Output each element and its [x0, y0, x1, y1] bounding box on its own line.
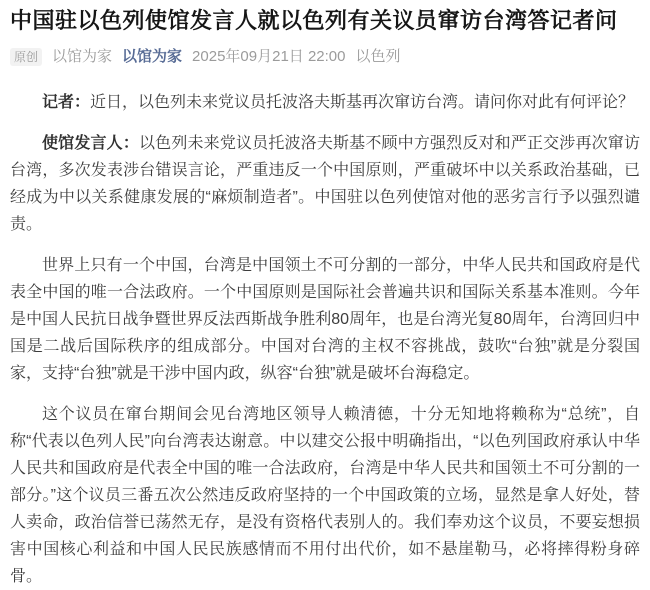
- article-meta: [10, 47, 640, 67]
- reporter-lead: 记者：: [42, 93, 91, 111]
- paragraph-condemnation: [10, 401, 640, 590]
- publish-location: 以色列: [355, 47, 401, 65]
- spokesperson-lead: 使馆发言人：: [42, 134, 139, 152]
- author-name: 以馆为家: [52, 47, 113, 65]
- condemnation-text: 这个议员在窜台期间会见台湾地区领导人赖清德，十分无知地将赖称为“总统”，自称“代表以色列人民”向台湾表达谢意。中以建交公报中明确指出，“以色列国政府承认中华人民共和国政府是代表全中国的唯一合法政府，台湾是中华人民共和国领土不可分割的一部分。”这个议员三番五次公然违反政府坚持的一个中国政策的立场，显然是拿人好处，替人卖命，政治信誉已荡然无存，是没有资格代表别人的。我们奉劝这个议员，不要妄想损害中国核心利益和中国人民民族感情而不用付出代价，如不悬崖勒马，必将摔得粉身碎骨。: [10, 405, 640, 585]
- paragraph-spokesperson-answer: [10, 130, 640, 238]
- original-badge: 原创: [10, 48, 42, 66]
- paragraph-one-china-principle: [10, 252, 640, 387]
- one-china-text: 世界上只有一个中国，台湾是中国领土不可分割的一部分，中华人民共和国政府是代表全中国的唯一合法政府。一个中国原则是国际社会普遍共识和国际关系基本准则。今年是中国人民抗日战争暨世界反法西斯战争胜利80周年，也是台湾光复80周年，台湾回归中国是二战后国际秩序的组成部分。中国对台湾的主权不容挑战，鼓吹“台独”就是分裂国家，支持“台独”就是干涉中国内政，纵容“台独”就是破坏台海稳定。: [10, 256, 640, 382]
- publish-datetime: 2025年09月21日 22:00: [192, 47, 346, 65]
- paragraph-reporter-question: [10, 89, 640, 116]
- reporter-text: 近日，以色列未来党议员托波洛夫斯基再次窜访台湾。请问你对此有何评论？: [90, 93, 635, 111]
- article-title: 中国驻以色列使馆发言人就以色列有关议员窜访台湾答记者问: [10, 8, 618, 33]
- spokesperson-text: 以色列未来党议员托波洛夫斯基不顾中方强烈反对和严正交涉再次窜访台湾，多次发表涉台错误言论，严重违反一个中国原则，严重破坏中以关系政治基础，已经成为中以关系健康发展的“麻烦制造者”。中国驻以色列使馆对他的恶劣言行予以强烈谴责。: [10, 134, 640, 233]
- account-link[interactable]: 以馆为家: [122, 47, 183, 65]
- article-content: [10, 89, 640, 590]
